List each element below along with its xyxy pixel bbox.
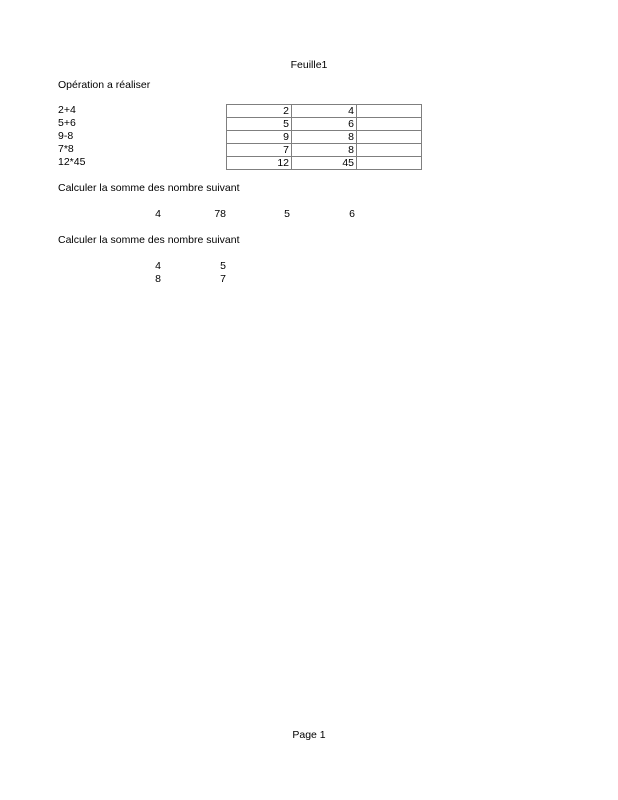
page-footer: Page 1 [292,729,326,741]
sum-value: 4 [155,208,161,220]
operation-label: 9-8 [58,130,74,142]
operations-heading: Opération a réaliser [58,79,151,91]
sum-heading-1: Calculer la somme des nombre suivant [58,182,240,194]
operand-a-cell: 7 [227,144,292,157]
operands-table [226,104,422,170]
sum-value: 8 [155,273,161,285]
table-row [227,144,422,157]
sum-value: 5 [220,260,226,272]
result-cell [357,144,422,157]
operation-label: 2+4 [58,104,76,116]
result-cell [357,105,422,118]
result-cell [357,118,422,131]
result-cell [357,157,422,170]
operand-b-cell: 6 [292,118,357,131]
table-row [227,131,422,144]
operand-b-cell: 45 [292,157,357,170]
sum-value: 7 [220,273,226,285]
sum-value: 78 [214,208,226,220]
sum-heading-2: Calculer la somme des nombre suivant [58,234,240,246]
operand-a-cell: 12 [227,157,292,170]
table-row [227,105,422,118]
operation-labels [58,104,85,169]
operand-b-cell: 8 [292,144,357,157]
operation-label: 7*8 [58,143,74,155]
result-cell [357,131,422,144]
operation-label: 12*45 [58,156,86,168]
operand-a-cell: 5 [227,118,292,131]
operation-label: 5+6 [58,117,76,129]
table-row [227,118,422,131]
table-row [227,157,422,170]
sheet-title: Feuille1 [290,59,328,71]
operand-b-cell: 4 [292,105,357,118]
operand-a-cell: 9 [227,131,292,144]
sum-value: 6 [349,208,355,220]
sum-value: 4 [155,260,161,272]
sum-value: 5 [284,208,290,220]
operand-a-cell: 2 [227,105,292,118]
operand-b-cell: 8 [292,131,357,144]
